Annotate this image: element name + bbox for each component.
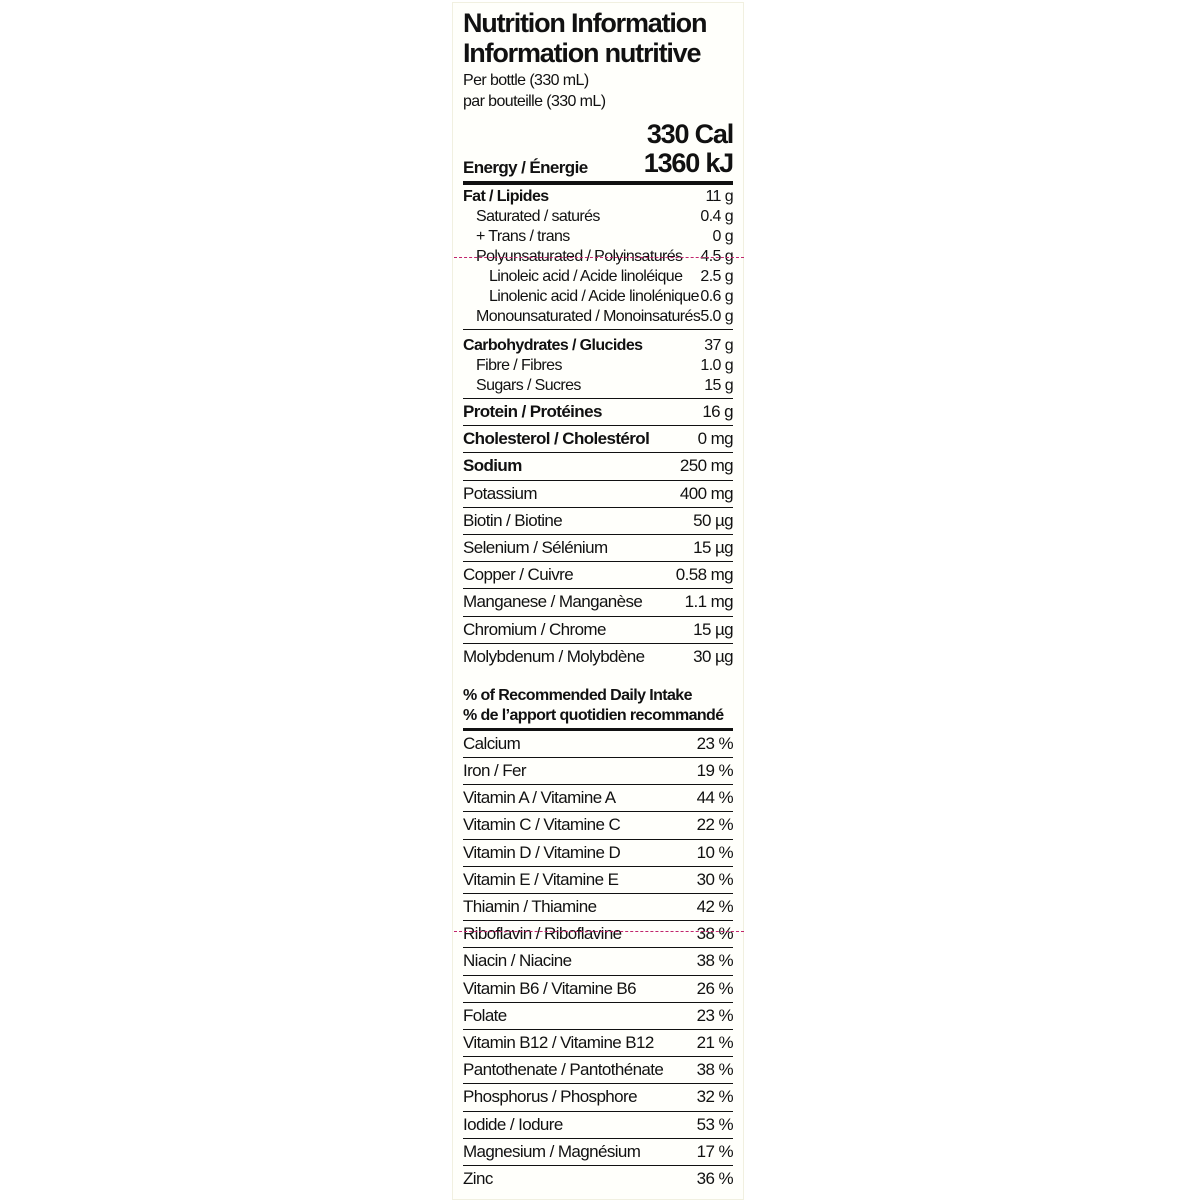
vitamin-d-row: Vitamin D / Vitamine D 10 %	[463, 840, 733, 867]
calcium-row: Calcium 23 %	[463, 731, 733, 758]
niacin-row: Niacin / Niacine 38 %	[463, 948, 733, 975]
chromium-row: Chromium / Chrome 15 µg	[463, 617, 733, 644]
cut-line-bottom	[454, 931, 744, 932]
selenium-row: Selenium / Sélénium 15 µg	[463, 535, 733, 562]
vitamin-b12-row: Vitamin B12 / Vitamine B12 21 %	[463, 1030, 733, 1057]
energy-row	[463, 116, 733, 181]
serving-fr: par bouteille (330 mL)	[463, 93, 606, 110]
fibre-row: Fibre / Fibres 1.0 g	[476, 357, 733, 374]
rdi-list	[463, 731, 733, 1192]
fat-row: Fat / Lipides 11 g	[463, 188, 733, 205]
linoleic-row: Linoleic acid / Acide linoléique 2.5 g	[489, 268, 733, 285]
polyunsaturated-row: Polyunsaturated / Polyinsaturés 4.5 g	[476, 248, 733, 265]
linolenic-row: Linolenic acid / Acide linolénique 0.6 g	[489, 288, 733, 305]
saturated-row: Saturated / saturés 0.4 g	[476, 208, 733, 225]
energy-cal: 330 Cal	[646, 119, 733, 149]
cholesterol-row: Cholesterol / Cholestérol 0 mg	[463, 426, 733, 453]
rdi-heading	[463, 686, 733, 731]
carbohydrates-row: Carbohydrates / Glucides 37 g	[463, 337, 733, 354]
vitamin-c-row: Vitamin C / Vitamine C 22 %	[463, 812, 733, 839]
monounsaturated-row: Monounsaturated / Monoinsaturés 5.0 g	[476, 308, 733, 325]
protein-row: Protein / Protéines 16 g	[463, 399, 733, 426]
vitamin-b6-row: Vitamin B6 / Vitamine B6 26 %	[463, 976, 733, 1003]
pantothenate-row: Pantothenate / Pantothénate 38 %	[463, 1057, 733, 1084]
energy-label: Energy / Énergie	[463, 158, 588, 177]
sugars-row: Sugars / Sucres 15 g	[476, 377, 733, 394]
iodide-row: Iodide / Iodure 53 %	[463, 1112, 733, 1139]
vitamin-a-row: Vitamin A / Vitamine A 44 %	[463, 785, 733, 812]
molybdenum-row: Molybdenum / Molybdène 30 µg	[463, 646, 733, 666]
zinc-row: Zinc 36 %	[463, 1168, 733, 1188]
nutrients-list	[463, 399, 733, 670]
iron-row: Iron / Fer 19 %	[463, 758, 733, 785]
trans-row: + Trans / trans 0 g	[476, 228, 733, 245]
copper-row: Copper / Cuivre 0.58 mg	[463, 562, 733, 589]
rdi-heading-fr: % de l’apport quotidien recommandé	[463, 706, 724, 724]
cut-line-top	[454, 257, 744, 258]
manganese-row: Manganese / Manganèse 1.1 mg	[463, 589, 733, 616]
magnesium-row: Magnesium / Magnésium 17 %	[463, 1139, 733, 1166]
thiamin-row: Thiamin / Thiamine 42 %	[463, 894, 733, 921]
sodium-row: Sodium 250 mg	[463, 453, 733, 480]
nutrition-label	[463, 8, 733, 1192]
riboflavin-row: Riboflavin / Riboflavine 38 %	[463, 921, 733, 948]
potassium-row: Potassium 400 mg	[463, 481, 733, 508]
phosphorus-row: Phosphorus / Phosphore 32 %	[463, 1084, 733, 1111]
serving-en: Per bottle (330 mL)	[463, 72, 589, 89]
rdi-heading-en: % of Recommended Daily Intake	[463, 686, 692, 704]
energy-values	[644, 120, 733, 178]
title-fr: Information nutritive	[463, 38, 701, 68]
energy-kj: 1360 kJ	[643, 148, 733, 178]
biotin-row: Biotin / Biotine 50 µg	[463, 508, 733, 535]
vitamin-e-row: Vitamin E / Vitamine E 30 %	[463, 867, 733, 894]
folate-row: Folate 23 %	[463, 1003, 733, 1030]
carbs-block	[463, 330, 733, 399]
title-en: Nutrition Information	[463, 8, 707, 38]
